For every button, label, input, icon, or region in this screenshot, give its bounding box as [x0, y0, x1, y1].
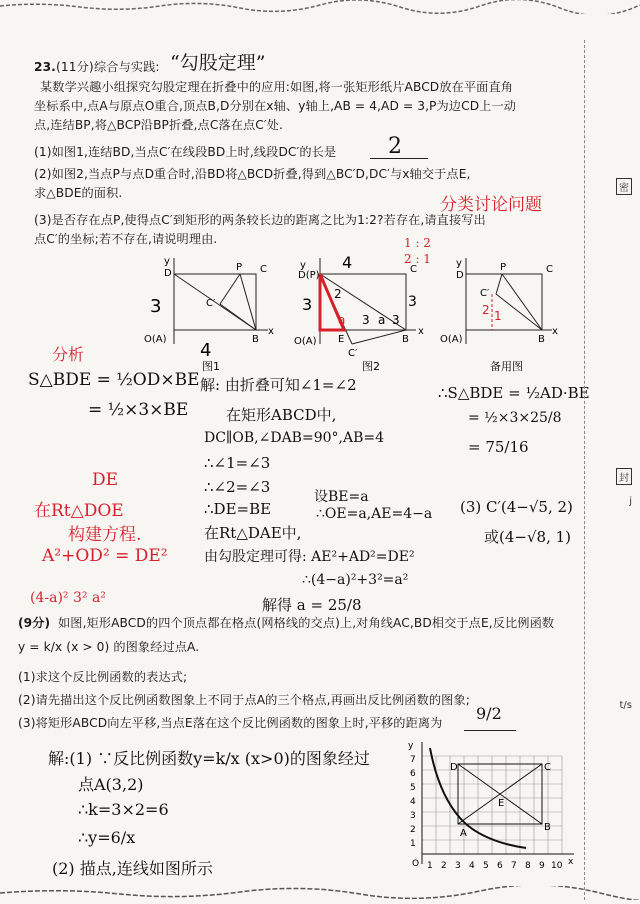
- analysis-line-3: DE: [92, 470, 119, 490]
- grid-label-7: 7: [410, 755, 416, 765]
- solution-line-10: 由勾股定理可得: AE²+AD²=DE²: [204, 549, 415, 565]
- fig3-label-d: D: [456, 270, 464, 281]
- answer-underline: [370, 158, 428, 159]
- red-note: 分类讨论问题: [440, 195, 542, 215]
- ratio-note-1: 1 : 2: [404, 236, 431, 250]
- solution-line-2: 在矩形ABCD中,: [226, 406, 337, 424]
- grid-x-8: 8: [525, 861, 531, 871]
- q23-part-2-line-1: (2)如图2,当点P与点D重合时,沿BD将△BCD折叠,得到△BC′D,DC′与x轴交于点E,: [34, 167, 471, 181]
- seal-line: [584, 40, 585, 900]
- question-number: 23.: [34, 60, 56, 74]
- torn-edge-top: [0, 0, 640, 14]
- fig1-label-d: D: [164, 268, 172, 279]
- grid-x-5: 5: [483, 861, 489, 871]
- grid-label-o: O: [412, 859, 420, 869]
- q23-line-3: 点,连结BP,将△BCP沿BP折叠,点C落在点C′处.: [34, 118, 284, 132]
- fig2-label-e: E: [338, 334, 345, 345]
- analysis-line-6: A²+OD² = DE²: [42, 546, 168, 566]
- figures-q23: [140, 254, 580, 374]
- q24-solution-3: ∴k=3×2=6: [78, 800, 169, 819]
- fig2-label-x: x: [418, 326, 424, 337]
- caption-figure-2: 图2: [362, 360, 380, 373]
- fig1-label-c-prime: C′: [206, 298, 216, 309]
- q24-part-3: (3)将矩形ABCD向左平移,当点E落在这个反比例函数的图象上时,平移的距离为: [18, 716, 443, 730]
- grid-label-5: 5: [410, 783, 416, 793]
- solution-line-6: ∴DE=BE: [204, 500, 272, 518]
- fig1-label-c: C: [260, 264, 267, 275]
- q23-part-3-line-1: (3)是否存在点P,使得点C′到矩形的两条较长边的距离之比为1:2?若存在,请直接写出: [34, 213, 486, 227]
- fig3-label-o: O(A): [440, 334, 463, 345]
- analysis-line-5: 构建方程.: [68, 525, 142, 545]
- grid-point-a: A: [460, 828, 467, 839]
- q24-solution-4: ∴y=6/x: [78, 828, 136, 847]
- fig2-label-b: B: [402, 334, 409, 345]
- fig2-hw-3-mid: 3: [362, 313, 370, 327]
- fig3-label-p: P: [500, 262, 507, 273]
- q24-line-2: y = k/x (x > 0) 的图象经过点A.: [18, 640, 200, 654]
- solution-line-9: 在Rt△DAE中,: [204, 524, 302, 542]
- question-type: 综合与实践:: [94, 60, 160, 74]
- fig1-label-y: y: [164, 256, 170, 267]
- part3-answer-2: 或(4−√8, 1): [484, 528, 571, 546]
- fig2-label-o: O(A): [294, 336, 317, 347]
- side-mark-1: 密: [616, 178, 632, 195]
- grid-label-1: 1: [410, 839, 416, 849]
- area-line-1: ∴S△BDE = ½AD·BE: [438, 384, 590, 402]
- part3-answer-1: (3) C′(4−√5, 2): [460, 498, 573, 516]
- analysis-title: 分析: [52, 345, 85, 364]
- grid-x-4: 4: [469, 861, 475, 871]
- analysis-line-2: = ½×3×BE: [88, 400, 189, 420]
- q23-part-1: (1)如图1,连结BD,当点C′在线段BD上时,线段DC′的长是: [34, 145, 337, 159]
- q24-part-1: (1)求这个反比例函数的表达式;: [18, 670, 188, 684]
- q24-solution-1: 解:(1) ∵反比例函数y=k/x (x>0)的图象经过: [48, 749, 370, 768]
- ratio-note-2: 2 : 1: [404, 252, 431, 266]
- area-line-2: = ½×3×25/8: [468, 410, 562, 426]
- solution-line-3: DC∥OB,∠DAB=90°,AB=4: [204, 430, 385, 446]
- solution-line-8: ∴OE=a,AE=4−a: [316, 506, 433, 522]
- side-mark-2: 封: [616, 468, 632, 485]
- torn-edge-bottom: [0, 886, 640, 900]
- fig3-label-c: C: [546, 264, 553, 275]
- grid-x-3: 3: [455, 861, 461, 871]
- answer-part-1: 2: [388, 134, 402, 159]
- fig1-label-b: B: [252, 334, 259, 345]
- q23-line-2: 坐标系中,点A与原点O重合,顶点B,D分别在x轴、y轴上,AB = 4,AD = 3,P为边CD上一动: [34, 99, 517, 113]
- analysis-line-7: (4-a)² 3² a²: [30, 590, 106, 606]
- grid-x-10: 10: [551, 861, 563, 871]
- analysis-line-4: 在Rt△DOE: [34, 501, 124, 521]
- fig2-hw-3-left: 3: [302, 295, 313, 314]
- figure-2: [294, 254, 424, 359]
- grid-label-3: 3: [410, 811, 416, 821]
- fig2-hw-2: 2: [334, 287, 342, 301]
- fig3-label-x: x: [552, 326, 558, 337]
- figure-1: [144, 256, 274, 361]
- grid-point-b: B: [544, 822, 551, 833]
- fig1-hw-4: 4: [200, 340, 212, 361]
- fig2-hw-4: 4: [342, 254, 353, 272]
- fig3-label-c-prime: C′: [480, 288, 490, 299]
- grid-x-7: 7: [511, 861, 517, 871]
- q24-answer-3: 9/2: [476, 704, 502, 723]
- fig2-hw-3-b: 3: [392, 313, 400, 327]
- fig2-hw-a-2: a: [378, 313, 386, 327]
- q24-answer-underline: [464, 730, 516, 731]
- solution-line-5: ∴∠2=∠3: [204, 478, 271, 496]
- solution-line-7: 设BE=a: [314, 489, 369, 505]
- fig1-label-x: x: [268, 326, 274, 337]
- fig1-label-o: O(A): [144, 334, 167, 345]
- caption-figure-1: 图1: [202, 360, 220, 373]
- side-mark-ts: t/s: [619, 700, 632, 711]
- caption-figure-3: 备用图: [490, 360, 523, 373]
- grid-label-4: 4: [410, 797, 416, 807]
- grid-label-y: y: [408, 741, 414, 751]
- q24-solution-2: 点A(3,2): [78, 775, 144, 794]
- grid-label-2: 2: [410, 825, 416, 835]
- grid-point-d: D: [450, 762, 458, 773]
- q23-line-1: 某数学兴趣小组探究勾股定理在折叠中的应用:如图,将一张矩形纸片ABCD放在平面直角: [40, 80, 514, 94]
- fig3-hw-1: 1: [494, 309, 502, 323]
- question-score: (11分): [56, 60, 94, 74]
- fig2-label-c: C: [410, 264, 417, 275]
- fig1-hw-3: 3: [150, 296, 162, 317]
- q24-score: (9分): [18, 616, 51, 630]
- grid-x-2: 2: [441, 861, 447, 871]
- fig2-hw-3-right: 3: [408, 294, 417, 310]
- area-line-3: = 75/16: [468, 438, 529, 456]
- fig3-label-b: B: [538, 334, 545, 345]
- figure-3: [440, 258, 558, 345]
- fig2-label-y: y: [300, 260, 306, 271]
- side-mark-j: j: [629, 496, 632, 507]
- fig3-hw-2: 2: [482, 303, 490, 317]
- q24-line-1: 如图,矩形ABCD的四个顶点都在格点(网格线的交点)上,对角线AC,BD相交于点E,反比例函数: [58, 616, 555, 630]
- q23-part-2-line-2: 求△BDE的面积.: [34, 186, 123, 200]
- solution-line-11: ∴(4−a)²+3²=a²: [302, 572, 409, 588]
- fig2-hw-a-1: a: [338, 313, 346, 327]
- solution-line-12: 解得 a = 25/8: [262, 596, 362, 614]
- grid-x-6: 6: [497, 861, 503, 871]
- fig2-label-c-prime: C′: [348, 348, 358, 359]
- fig2-label-dp: D(P): [298, 270, 320, 281]
- grid-x-1: 1: [427, 861, 433, 871]
- grid-point-c: C: [544, 762, 551, 773]
- fig3-label-y: y: [456, 258, 462, 269]
- grid-x-9: 9: [539, 861, 545, 871]
- grid-figure: [402, 740, 578, 876]
- handwritten-topic: “勾股定理”: [170, 52, 266, 74]
- solution-line-4: ∴∠1=∠3: [204, 454, 271, 472]
- solution-line-1: 解: 由折叠可知∠1=∠2: [200, 376, 357, 394]
- fig1-label-p: P: [236, 262, 243, 273]
- analysis-line-1: S△BDE = ½OD×BE: [28, 370, 200, 390]
- q24-part-2: (2)请先描出这个反比例函数图象上不同于点A的三个格点,再画出反比例函数的图象;: [18, 693, 470, 707]
- q24-solution-5: (2) 描点,连线如图所示: [52, 859, 213, 878]
- q23-part-3-line-2: 点C′的坐标;若不存在,请说明理由.: [34, 232, 218, 246]
- grid-point-e: E: [498, 798, 505, 809]
- grid-label-6: 6: [410, 769, 416, 779]
- grid-label-x: x: [568, 857, 574, 867]
